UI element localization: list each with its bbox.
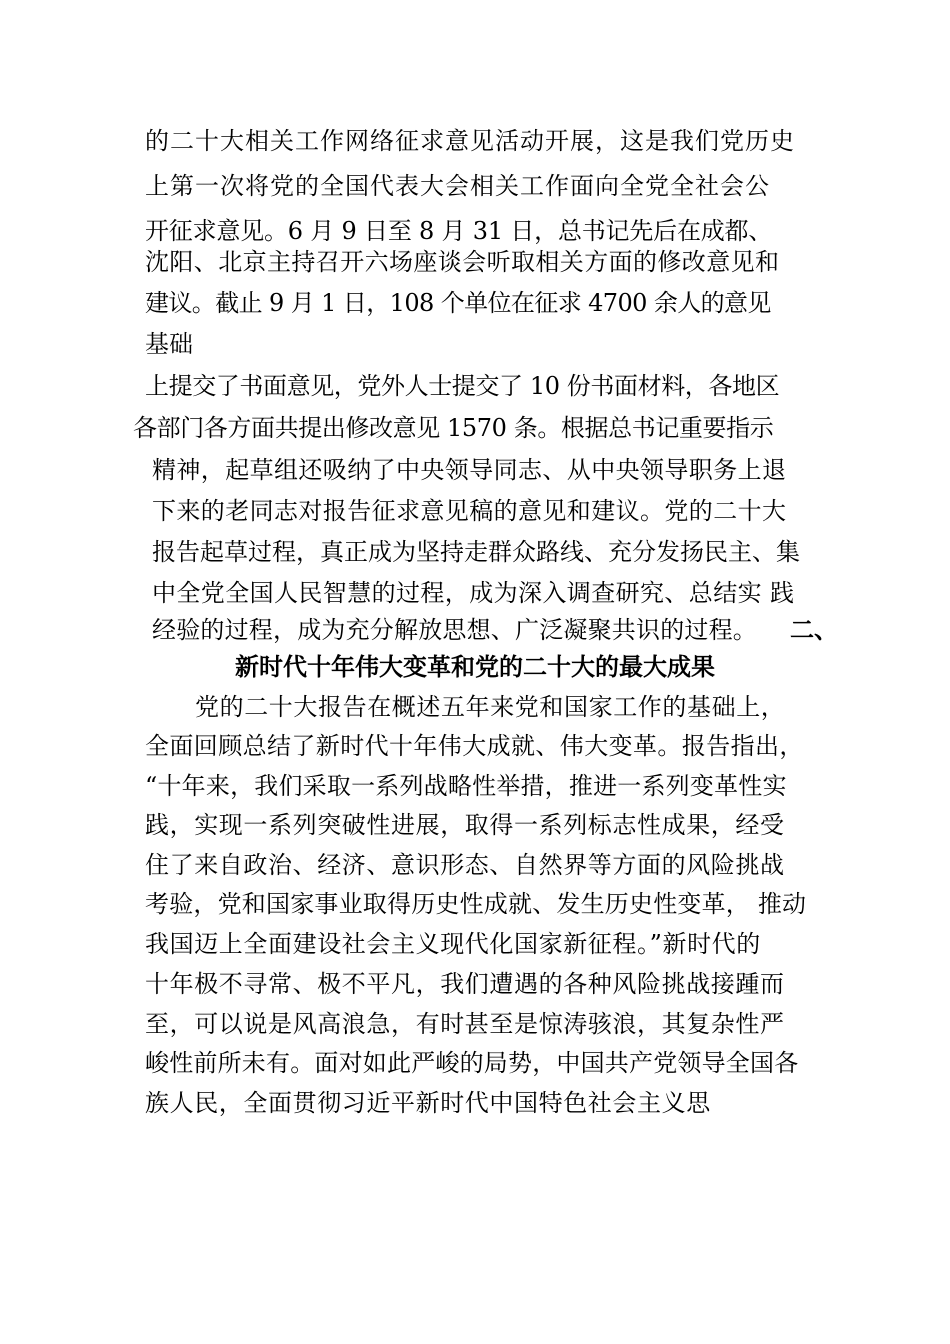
text-line: 基础 bbox=[145, 330, 193, 358]
text-line: 中全党全国人民智慧的过程，成为深入调查研究、总结实 践 bbox=[152, 579, 795, 607]
text-line: “十年来，我们采取一系列战略性举措，推进一系列变革性实 bbox=[145, 772, 787, 800]
text-line: 开征求意见。6 月 9 日至 8 月 31 日，总书记先后在成都、 bbox=[145, 217, 773, 245]
text-line: 经验的过程，成为充分解放思想、广泛凝聚共识的过程。 bbox=[152, 616, 757, 644]
text-line: 精神，起草组还吸纳了中央领导同志、从中央领导职务上退 bbox=[152, 456, 787, 484]
text-line: 峻性前所未有。面对如此严峻的局势，中国共产党领导全国各 bbox=[145, 1049, 799, 1077]
text-line: 考验，党和国家事业取得历史性成就、发生历史性变革， 推动 bbox=[145, 890, 807, 918]
text-line: 建议。截止 9 月 1 日，108 个单位在征求 4700 余人的意见 bbox=[145, 289, 771, 317]
text-line: 践，实现一系列突破性进展，取得一系列标志性成果，经受 bbox=[145, 811, 785, 839]
text-line: 党的二十大报告在概述五年来党和国家工作的基础上， bbox=[195, 693, 786, 721]
text-line: 十年极不寻常、极不平凡，我们遭遇的各种风险挑战接踵而 bbox=[145, 970, 785, 998]
text-line: 各部门各方面共提出修改意见 1570 条。根据总书记重要指示 bbox=[133, 414, 774, 442]
text-line: 上第一次将党的全国代表大会相关工作面向全党全社会公 bbox=[145, 172, 770, 200]
text-line: 族人民，全面贯彻习近平新时代中国特色社会主义思 bbox=[145, 1089, 711, 1117]
text-line: 全面回顾总结了新时代十年伟大成就、伟大变革。报告指出， bbox=[145, 732, 804, 760]
text-line: 下来的老同志对报告征求意见稿的意见和建议。党的二十大 bbox=[152, 497, 787, 525]
text-line: 的二十大相关工作网络征求意见活动开展，这是我们党历史 bbox=[145, 127, 795, 155]
text-line: 上提交了书面意见，党外人士提交了 10 份书面材料，各地区 bbox=[145, 372, 780, 400]
section-heading: 新时代十年伟大变革和党的二十大的最大成果 bbox=[235, 652, 715, 681]
text-line: 至，可以说是风高浪急，有时甚至是惊涛骇浪，其复杂性严 bbox=[145, 1010, 785, 1038]
text-line: 我国迈上全面建设社会主义现代化国家新征程。”新时代的 bbox=[145, 930, 761, 958]
text-line: 住了来自政治、经济、意识形态、自然界等方面的风险挑战 bbox=[145, 851, 785, 879]
text-line: 报告起草过程，真正成为坚持走群众路线、充分发扬民主、集 bbox=[152, 538, 800, 566]
text-line: 沈阳、北京主持召开六场座谈会听取相关方面的修改意见和 bbox=[145, 248, 780, 276]
section-number: 二、 bbox=[790, 615, 838, 644]
